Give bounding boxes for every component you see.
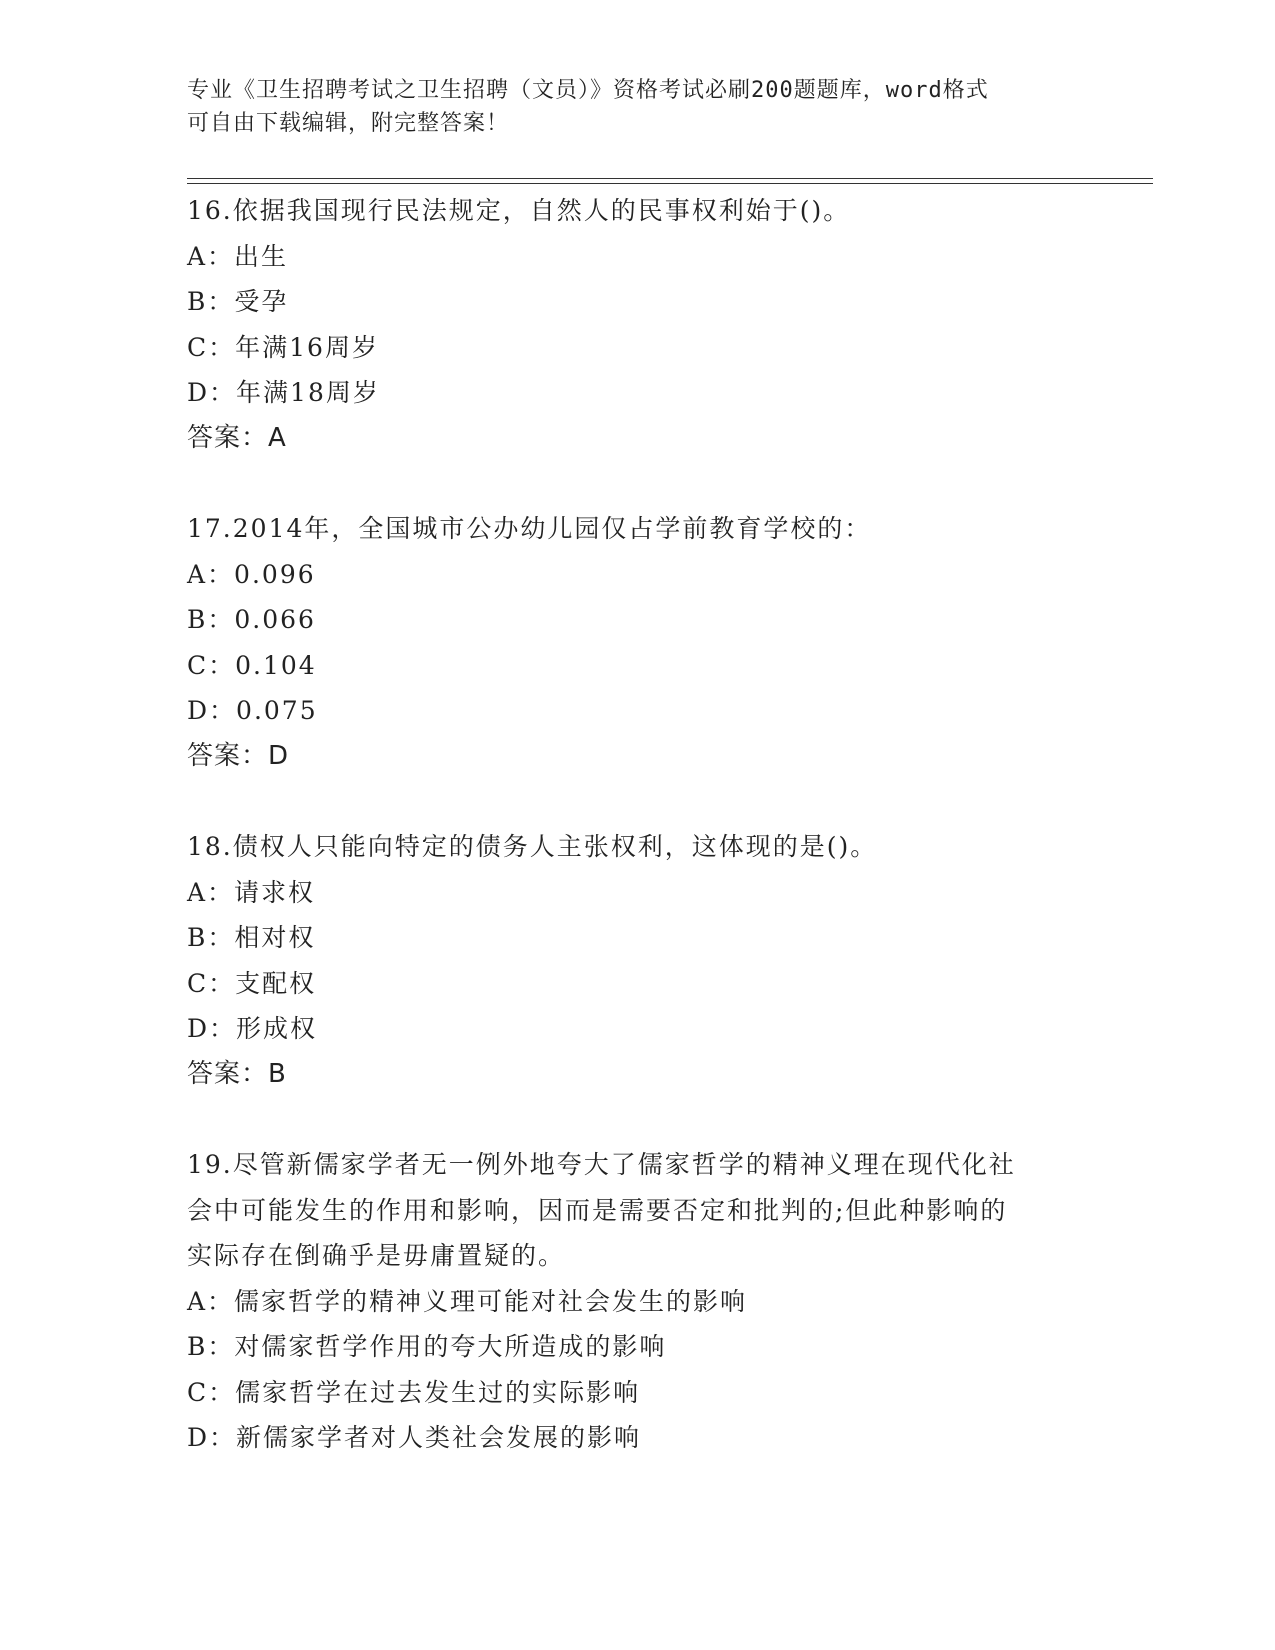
document-header <box>187 74 1067 140</box>
question-stem: 18.债权人只能向特定的债务人主张权利，这体现的是()。 <box>187 832 878 861</box>
answer: 答案：D <box>187 740 290 771</box>
question-stem-line-2: 会中可能发生的作用和影响，因而是需要否定和批判的;但此种影响的 <box>187 1195 1008 1225</box>
answer: 答案：A <box>187 422 287 453</box>
option-c: C：儒家哲学在过去发生过的实际影响 <box>187 1377 641 1407</box>
header-title-line-2: 可自由下载编辑，附完整答案！ <box>187 111 510 136</box>
question-stem: 16.依据我国现行民法规定，自然人的民事权利始于()。 <box>187 196 851 225</box>
option-b: B：对儒家哲学作用的夸大所造成的影响 <box>187 1332 667 1361</box>
option-c: C：支配权 <box>187 968 317 998</box>
question-19 <box>187 1142 1087 1461</box>
option-a: A：儒家哲学的精神义理可能对社会发生的影响 <box>187 1286 748 1316</box>
answer: 答案：B <box>187 1058 287 1089</box>
option-a: A：出生 <box>187 241 289 271</box>
question-16 <box>187 188 1087 461</box>
option-c: C：年满16周岁 <box>187 332 379 362</box>
question-17 <box>187 506 1087 779</box>
option-d: D：0.075 <box>187 696 318 725</box>
question-18 <box>187 824 1087 1097</box>
header-divider-bottom <box>187 183 1153 184</box>
option-b: B：受孕 <box>187 287 289 316</box>
option-b: B：0.066 <box>187 605 316 634</box>
option-d: D：年满18周岁 <box>187 378 380 407</box>
option-a: A：请求权 <box>187 877 316 907</box>
question-stem-line-1: 19.尽管新儒家学者无一例外地夸大了儒家哲学的精神义理在现代化社 <box>187 1150 1016 1179</box>
question-stem-line-3: 实际存在倒确乎是毋庸置疑的。 <box>187 1241 566 1270</box>
option-a: A：0.096 <box>187 559 316 589</box>
option-d: D：新儒家学者对人类社会发展的影响 <box>187 1423 642 1452</box>
option-b: B：相对权 <box>187 923 316 952</box>
question-stem <box>187 1142 1087 1279</box>
header-title-line-1: 专业《卫生招聘考试之卫生招聘（文员）》资格考试必刷200题题库，word格式 <box>187 78 989 103</box>
option-c: C：0.104 <box>187 650 317 680</box>
header-divider-top <box>187 178 1153 179</box>
option-d: D：形成权 <box>187 1014 318 1043</box>
question-stem: 17.2014年，全国城市公办幼儿园仅占学前教育学校的： <box>187 514 872 543</box>
